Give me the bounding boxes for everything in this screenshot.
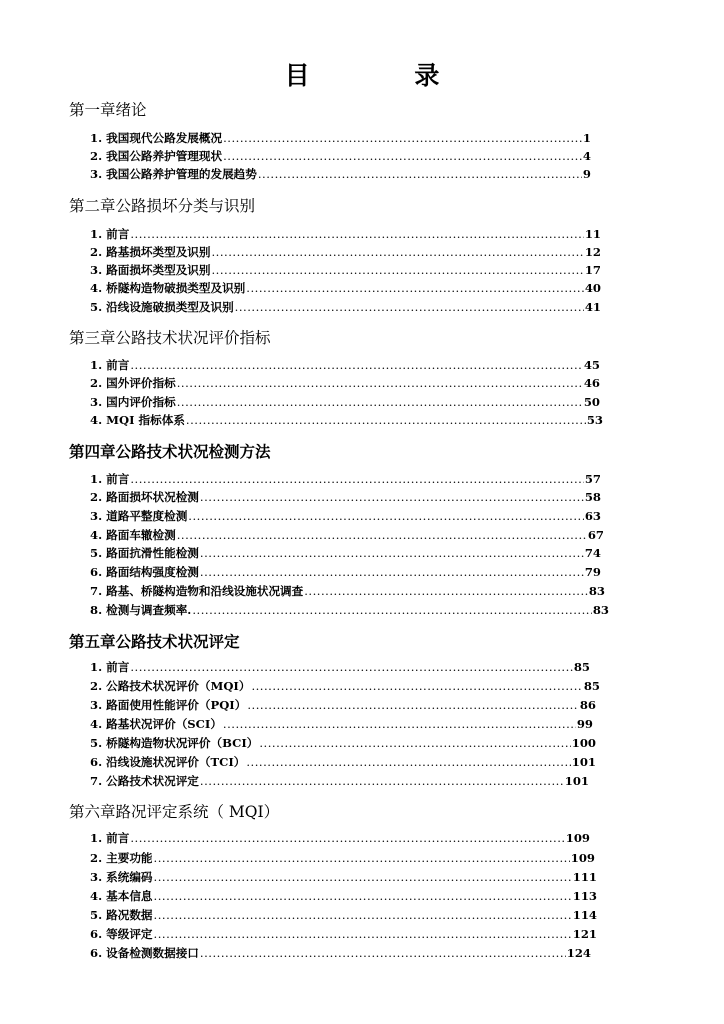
- leader-dots: [177, 395, 583, 409]
- toc-entry[interactable]: [90, 659, 590, 677]
- toc-entry-label: 5. 路面抗滑性能检测: [90, 546, 199, 560]
- toc-entry-page: 17: [584, 263, 601, 277]
- toc-entry-page: 74: [584, 546, 601, 560]
- toc-entry-page: 1: [582, 131, 591, 145]
- toc-entry-page: 124: [566, 946, 591, 960]
- toc-entry-label: 5. 沿线设施破损类型及识别: [90, 300, 234, 314]
- toc-entry-page: 58: [584, 490, 601, 504]
- toc-entry-page: 85: [573, 660, 590, 674]
- leader-dots: [223, 149, 582, 163]
- toc-entry[interactable]: [90, 166, 591, 184]
- leader-dots: [247, 698, 579, 712]
- toc-entry-label: 2. 主要功能: [90, 851, 153, 865]
- toc-entry[interactable]: [90, 907, 597, 925]
- leader-dots: [258, 167, 582, 181]
- leader-dots: [192, 603, 592, 617]
- leader-dots: [177, 528, 587, 542]
- toc-entry[interactable]: [90, 583, 605, 601]
- toc-entry[interactable]: [90, 394, 600, 412]
- toc-entry[interactable]: [90, 869, 597, 887]
- leader-dots: [186, 413, 586, 427]
- toc-entry-label: 5. 路况数据: [90, 908, 153, 922]
- leader-dots: [211, 245, 583, 259]
- leader-dots: [304, 584, 588, 598]
- toc-entry[interactable]: [90, 602, 609, 620]
- leader-dots: [154, 908, 572, 922]
- toc-entry-page: 109: [565, 831, 590, 845]
- toc-entry-page: 99: [576, 717, 593, 731]
- toc-entry-label: 7. 路基、桥隧构造物和沿线设施状况调查: [90, 584, 304, 598]
- toc-entry-label: 1. 前言: [90, 831, 130, 845]
- leader-dots: [130, 831, 564, 845]
- toc-entry-page: 113: [572, 889, 597, 903]
- toc-entry-label: 4. 路基状况评价（SCI）: [90, 717, 222, 731]
- toc-entry[interactable]: [90, 564, 601, 582]
- leader-dots: [154, 851, 570, 865]
- toc-entry-label: 3. 路面使用性能评价（PQI）: [90, 698, 247, 712]
- toc-entry[interactable]: [90, 130, 591, 148]
- toc-entry-page: 4: [582, 149, 591, 163]
- toc-entry-page: 67: [587, 528, 604, 542]
- leader-dots: [188, 509, 584, 523]
- toc-entry[interactable]: [90, 412, 603, 430]
- page-title: 目 录: [284, 61, 488, 90]
- leader-dots: [246, 281, 584, 295]
- toc-entry-label: 6. 路面结构强度检测: [90, 565, 199, 579]
- leader-dots: [154, 927, 572, 941]
- toc-entry[interactable]: [90, 888, 597, 906]
- leader-dots: [130, 358, 583, 372]
- toc-entry-label: 5. 桥隧构造物状况评价（BCI）: [90, 736, 259, 750]
- leader-dots: [200, 565, 584, 579]
- toc-entry-label: 3. 国内评价指标: [90, 395, 176, 409]
- toc-entry-page: 101: [564, 774, 589, 788]
- toc-entry[interactable]: [90, 244, 601, 262]
- leader-dots: [200, 946, 566, 960]
- toc-entry[interactable]: [90, 508, 601, 526]
- toc-entry[interactable]: [90, 850, 595, 868]
- toc-entry[interactable]: [90, 926, 597, 944]
- leader-dots: [251, 679, 582, 693]
- toc-entry-page: 12: [584, 245, 601, 259]
- leader-dots: [154, 889, 572, 903]
- toc-entry[interactable]: [90, 357, 600, 375]
- leader-dots: [211, 263, 583, 277]
- toc-entry-page: 83: [592, 603, 609, 617]
- toc-entry-label: 3. 道路平整度检测: [90, 509, 188, 523]
- leader-dots: [235, 300, 584, 314]
- toc-entry-page: 79: [584, 565, 601, 579]
- toc-entry-label: 6. 沿线设施状况评价（TCI）: [90, 755, 246, 769]
- toc-entry-page: 121: [572, 927, 597, 941]
- chapter-4-heading: 第四章公路技术状况检测方法: [69, 442, 271, 461]
- leader-dots: [177, 376, 583, 390]
- toc-entry-page: 109: [570, 851, 595, 865]
- leader-dots: [223, 717, 576, 731]
- toc-entry-label: 1. 前言: [90, 358, 130, 372]
- toc-entry[interactable]: [90, 489, 601, 507]
- leader-dots: [246, 755, 570, 769]
- toc-entry-page: 63: [584, 509, 601, 523]
- leader-dots: [130, 227, 584, 241]
- toc-entry-page: 86: [579, 698, 596, 712]
- toc-entry-page: 40: [584, 281, 601, 295]
- toc-entry[interactable]: [90, 830, 590, 848]
- toc-entry-page: 83: [588, 584, 605, 598]
- toc-entry[interactable]: [90, 280, 601, 298]
- toc-entry-label: 3. 我国公路养护管理的发展趋势: [90, 167, 257, 181]
- leader-dots: [130, 660, 573, 674]
- toc-entry-page: 9: [582, 167, 591, 181]
- toc-entry-page: 57: [584, 472, 601, 486]
- toc-entry-label: 4. 路面车辙检测: [90, 528, 176, 542]
- leader-dots: [200, 546, 584, 560]
- toc-entry-label: 2. 路基损坏类型及识别: [90, 245, 211, 259]
- leader-dots: [200, 490, 584, 504]
- toc-entry[interactable]: [90, 945, 591, 963]
- toc-entry-label: 3. 路面损坏类型及识别: [90, 263, 211, 277]
- toc-entry-label: 4. 基本信息: [90, 889, 153, 903]
- toc-entry-label: 8. 检测与调查频率.: [90, 603, 192, 617]
- toc-entry[interactable]: [90, 754, 596, 772]
- toc-entry-label: 4. 桥隧构造物破损类型及识别: [90, 281, 246, 295]
- toc-entry-label: 2. 路面损坏状况检测: [90, 490, 199, 504]
- leader-dots: [223, 131, 582, 145]
- toc-entry-page: 50: [583, 395, 600, 409]
- toc-entry[interactable]: [90, 735, 596, 753]
- toc-entry-label: 6. 设备检测数据接口: [90, 946, 199, 960]
- toc-entry[interactable]: [90, 262, 601, 280]
- toc-entry[interactable]: [90, 299, 601, 317]
- toc-entry[interactable]: [90, 678, 600, 696]
- toc-entry-page: 53: [586, 413, 603, 427]
- toc-entry-label: 2. 我国公路养护管理现状: [90, 149, 223, 163]
- toc-entry-label: 2. 国外评价指标: [90, 376, 176, 390]
- toc-entry-label: 6. 等级评定: [90, 927, 153, 941]
- toc-entry-page: 45: [583, 358, 600, 372]
- leader-dots: [130, 472, 584, 486]
- leader-dots: [154, 870, 572, 884]
- toc-entry[interactable]: [90, 375, 600, 393]
- toc-entry-label: 1. 前言: [90, 472, 130, 486]
- toc-entry[interactable]: [90, 471, 601, 489]
- chapter-5-heading: 第五章公路技术状况评定: [69, 632, 240, 651]
- toc-entry[interactable]: [90, 226, 601, 244]
- toc-entry[interactable]: [90, 527, 604, 545]
- toc-entry[interactable]: [90, 716, 593, 734]
- chapter-1-heading: 第一章绪论: [69, 101, 147, 119]
- toc-entry-page: 100: [571, 736, 596, 750]
- toc-entry-label: 1. 前言: [90, 660, 130, 674]
- chapter-6-heading: 第六章路况评定系统（ MQI）: [69, 803, 280, 821]
- leader-dots: [200, 774, 564, 788]
- toc-entry-label: 2. 公路技术状况评价（MQI）: [90, 679, 251, 693]
- toc-entry-label: 1. 前言: [90, 227, 130, 241]
- toc-entry[interactable]: [90, 545, 601, 563]
- chapter-2-heading: 第二章公路损坏分类与识别: [69, 197, 256, 215]
- toc-entry-label: 7. 公路技术状况评定: [90, 774, 199, 788]
- toc-entry[interactable]: [90, 773, 589, 791]
- toc-entry-page: 114: [572, 908, 597, 922]
- toc-entry[interactable]: [90, 697, 596, 715]
- toc-entry-label: 1. 我国现代公路发展概况: [90, 131, 223, 145]
- toc-entry-page: 101: [571, 755, 596, 769]
- toc-entry-label: 3. 系统编码: [90, 870, 153, 884]
- toc-entry-page: 111: [572, 870, 597, 884]
- toc-entry-page: 41: [584, 300, 601, 314]
- toc-entry-page: 85: [583, 679, 600, 693]
- toc-entry[interactable]: [90, 148, 591, 166]
- toc-entry-label: 4. MQI 指标体系: [90, 413, 185, 427]
- toc-entry-page: 46: [583, 376, 600, 390]
- leader-dots: [259, 736, 570, 750]
- toc-entry-page: 11: [584, 227, 601, 241]
- chapter-3-heading: 第三章公路技术状况评价指标: [69, 329, 271, 347]
